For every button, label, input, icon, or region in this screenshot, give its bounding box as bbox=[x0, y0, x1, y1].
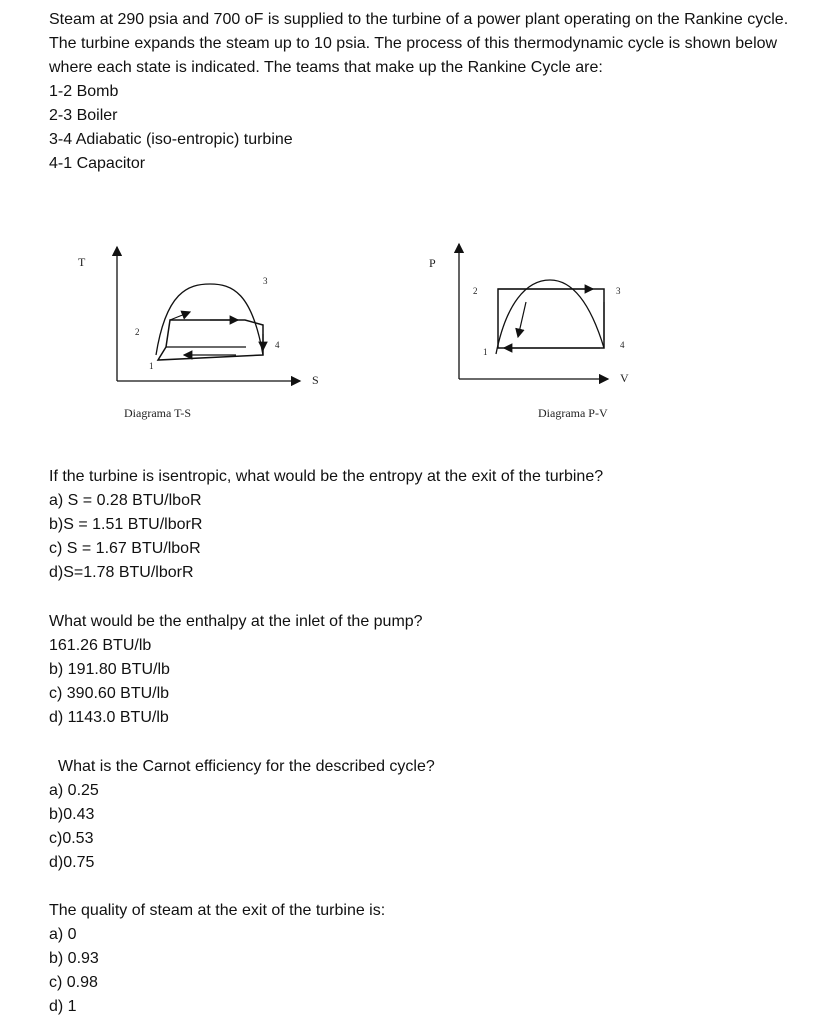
pv-cycle-path bbox=[498, 289, 604, 348]
question-block bbox=[49, 755, 435, 875]
ts-x-label: S bbox=[312, 373, 319, 387]
problem-intro bbox=[49, 8, 819, 176]
pv-state-label: 4 bbox=[620, 340, 625, 350]
pv-diag-arrow bbox=[518, 302, 526, 337]
ts-y-label: T bbox=[78, 255, 86, 269]
ts-state-label: 4 bbox=[275, 340, 280, 350]
intro-paragraph: Steam at 290 psia and 700 oF is supplied to the turbine of a power plant operating on the Rankine cycle. The turbine expands the steam up to 10 psia. The process of this thermodynamic cycle is shown below where each state is indicated. The teams that make up the Rankine Cycle are: bbox=[49, 11, 789, 76]
question-text: What would be the enthalpy at the inlet of the pump? bbox=[49, 613, 423, 630]
ts-cycle-path bbox=[158, 320, 263, 360]
component-item: 4-1 Capacitor bbox=[49, 155, 146, 172]
answer-option: a) S = 0.28 BTU/lboR bbox=[49, 492, 202, 509]
pv-diagram bbox=[429, 244, 629, 420]
answer-option: d) 1143.0 BTU/lb bbox=[49, 709, 169, 726]
answer-option: b)S = 1.51 BTU/lborR bbox=[49, 516, 203, 533]
pv-x-label: V bbox=[620, 371, 629, 385]
component-item: 3-4 Adiabatic (iso-entropic) turbine bbox=[49, 131, 293, 148]
question-block bbox=[49, 610, 423, 730]
pv-state-label: 3 bbox=[616, 286, 621, 296]
question-block bbox=[49, 899, 385, 1019]
answer-option: c) S = 1.67 BTU/lboR bbox=[49, 540, 201, 557]
ts-state-label: 3 bbox=[263, 276, 268, 286]
answer-option: d)S=1.78 BTU/lborR bbox=[49, 564, 194, 581]
answer-option: c) 390.60 BTU/lb bbox=[49, 685, 170, 702]
answer-option: b)0.43 bbox=[49, 806, 95, 823]
answer-option: b) 191.80 BTU/lb bbox=[49, 661, 170, 678]
answer-option: b) 0.93 bbox=[49, 950, 99, 967]
question-text: The quality of steam at the exit of the turbine is: bbox=[49, 902, 386, 919]
question-text: If the turbine is isentropic, what would be the entropy at the exit of the turbine? bbox=[49, 468, 604, 485]
ts-state-label: 1 bbox=[149, 361, 154, 371]
question-text: What is the Carnot efficiency for the described cycle? bbox=[58, 758, 435, 775]
rankine-cycle-figure bbox=[60, 222, 650, 437]
pv-state-label: 2 bbox=[473, 286, 478, 296]
component-item: 1-2 Bomb bbox=[49, 83, 119, 100]
ts-pump-arrow bbox=[170, 312, 190, 320]
answer-option: 161.26 BTU/lb bbox=[49, 637, 152, 654]
answer-option: c)0.53 bbox=[49, 830, 94, 847]
ts-caption: Diagrama T-S bbox=[124, 406, 191, 420]
answer-option: c) 0.98 bbox=[49, 974, 98, 991]
pv-y-label: P bbox=[429, 256, 436, 270]
pv-caption: Diagrama P-V bbox=[538, 406, 608, 420]
component-item: 2-3 Boiler bbox=[49, 107, 118, 124]
answer-option: d) 1 bbox=[49, 998, 77, 1015]
pv-saturation-dome bbox=[496, 280, 604, 354]
answer-option: a) 0 bbox=[49, 926, 77, 943]
question-block bbox=[49, 465, 603, 585]
answer-option: d)0.75 bbox=[49, 854, 95, 871]
answer-option: a) 0.25 bbox=[49, 782, 99, 799]
ts-state-label: 2 bbox=[135, 327, 140, 337]
pv-state-label: 1 bbox=[483, 347, 488, 357]
ts-diagram bbox=[78, 247, 319, 420]
